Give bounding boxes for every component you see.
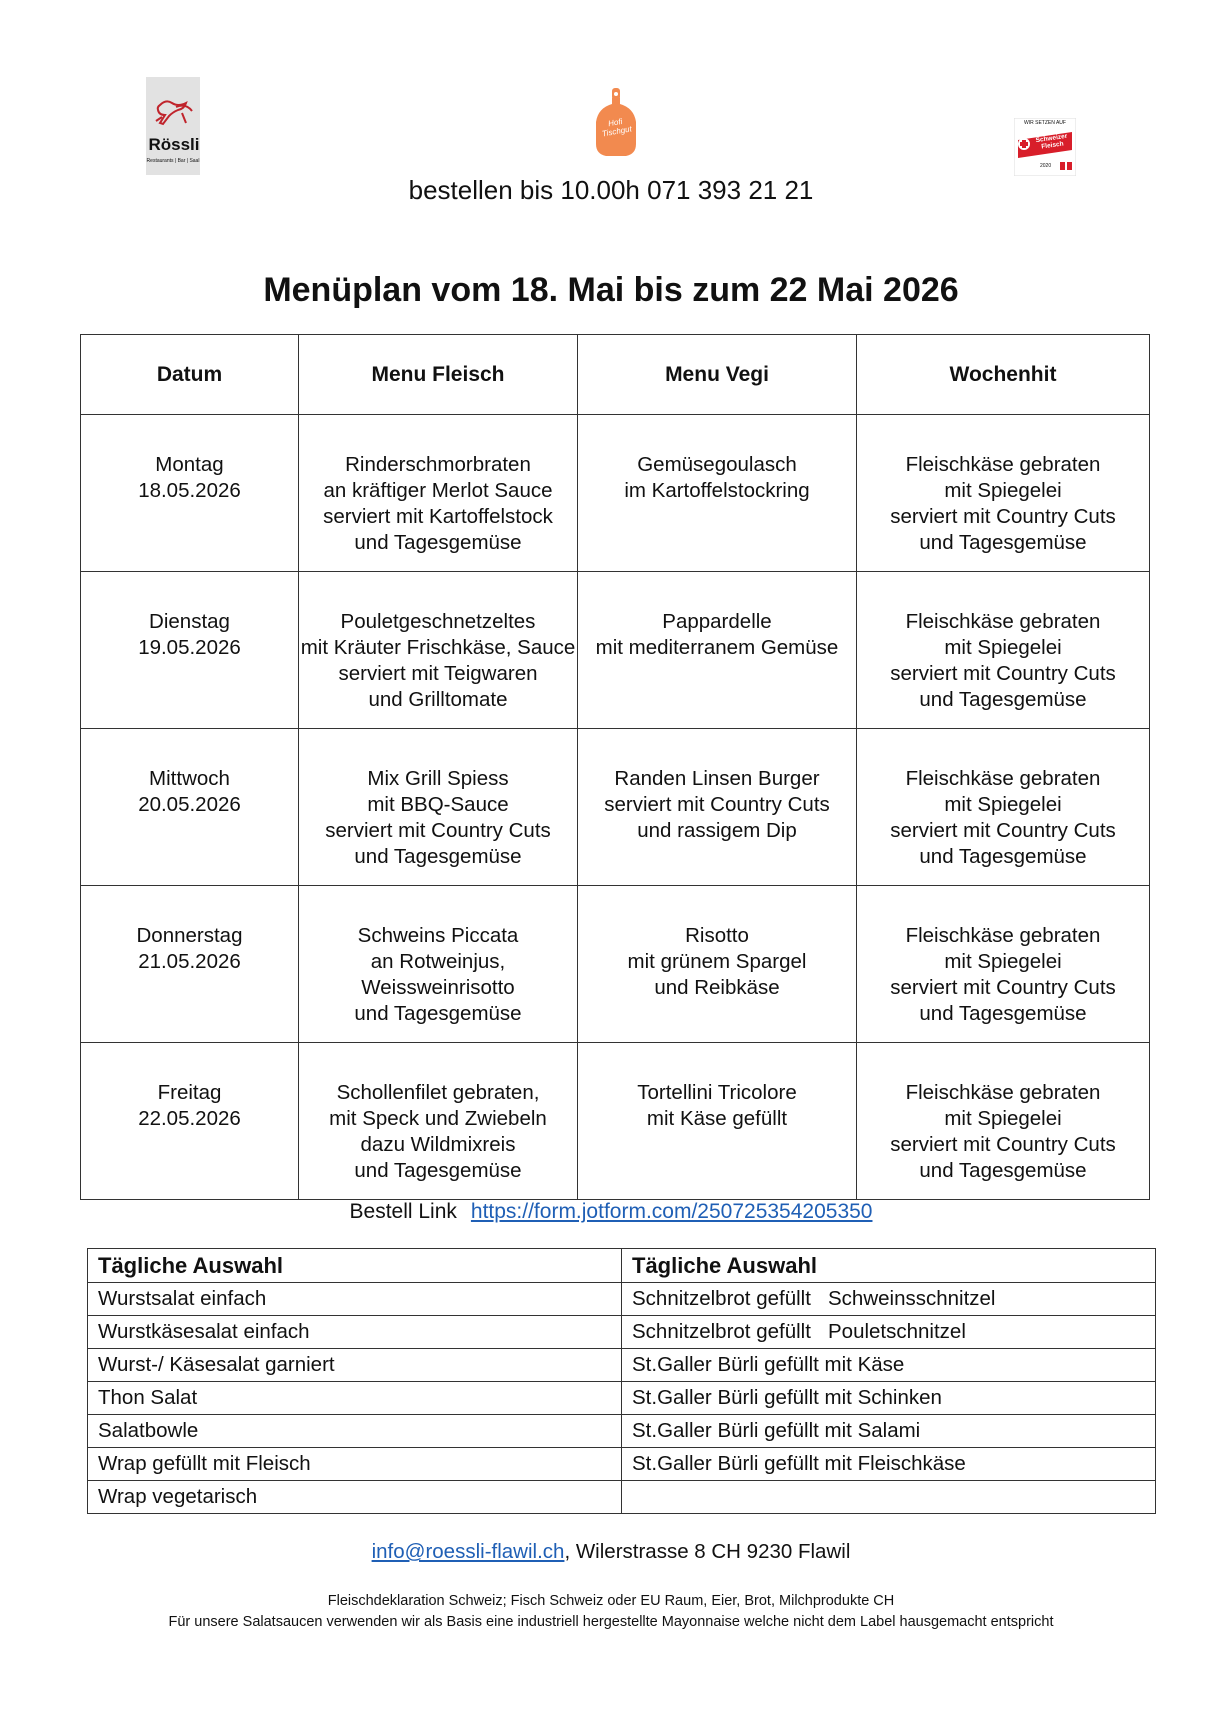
bestell-link[interactable]: https://form.jotform.com/250725354205350: [470, 1200, 873, 1223]
cell-text-line: dazu Wildmixreis: [360, 1133, 516, 1156]
cell-text-line: 22.05.2026: [138, 1107, 241, 1130]
cell-text-line: serviert mit Country Cuts: [890, 505, 1116, 528]
cell-text-line: mit Spiegelei: [944, 1107, 1062, 1130]
cell-text-line: 20.05.2026: [138, 793, 241, 816]
cell-text-line: und Tagesgemüse: [354, 845, 522, 868]
menu-row: [81, 1043, 1150, 1200]
daily-item-right: [622, 1481, 1156, 1514]
cell-datum: [81, 415, 299, 572]
daily-item-left: Wurstsalat einfach: [88, 1283, 622, 1316]
order-deadline-phone: bestellen bis 10.00h 071 393 21 21: [408, 175, 814, 205]
daily-item-left: Wurstkäsesalat einfach: [88, 1316, 622, 1349]
daily-row: [88, 1481, 1156, 1514]
menu-row: [81, 729, 1150, 886]
cell-text-line: Gemüsegoulasch: [637, 453, 797, 476]
cell-menu-vegi: [578, 886, 857, 1043]
daily-item-right: St.Galler Bürli gefüllt mit Salami: [622, 1415, 1156, 1448]
cell-text-line: Pouletgeschnetzeltes: [340, 610, 536, 633]
header-datum: Datum: [81, 335, 299, 415]
menu-row: [81, 572, 1150, 729]
daily-item-right: Schnitzelbrot gefüllt Pouletschnitzel: [622, 1316, 1156, 1349]
cell-text-line: Schollenfilet gebraten,: [336, 1081, 540, 1104]
cell-text-line: Fleischkäse gebraten: [905, 1081, 1101, 1104]
cell-menu-vegi: [578, 729, 857, 886]
cell-wochenhit: [857, 1043, 1150, 1200]
cell-text-line: serviert mit Country Cuts: [890, 819, 1116, 842]
daily-header-row: [88, 1249, 1156, 1283]
cell-text-line: und Reibkäse: [654, 976, 780, 999]
cell-text-line: Fleischkäse gebraten: [905, 924, 1101, 947]
cell-text-line: und Tagesgemüse: [919, 845, 1087, 868]
header-menu-fleisch: Menu Fleisch: [299, 335, 578, 415]
cell-text-line: Mix Grill Spiess: [367, 767, 509, 790]
daily-item-right: St.Galler Bürli gefüllt mit Käse: [622, 1349, 1156, 1382]
cell-text-line: Fleischkäse gebraten: [905, 767, 1101, 790]
footer-declaration: Fleischdeklaration Schweiz; Fisch Schweiz oder EU Raum, Eier, Brot, Milchprodukte CH: [327, 1593, 895, 1609]
sf-year: 2020: [1040, 163, 1052, 169]
cell-menu-fleisch: [299, 729, 578, 886]
cell-text-line: Mittwoch: [149, 767, 230, 790]
daily-item-left: Wurst-/ Käsesalat garniert: [88, 1349, 622, 1382]
daily-item-left: Salatbowle: [88, 1415, 622, 1448]
daily-selection-table: [87, 1248, 1156, 1514]
cell-menu-vegi: [578, 572, 857, 729]
cell-text-line: und Tagesgemüse: [919, 688, 1087, 711]
cell-text-line: 21.05.2026: [138, 950, 241, 973]
daily-row: [88, 1448, 1156, 1481]
cell-text-line: serviert mit Country Cuts: [604, 793, 830, 816]
cell-text-line: Risotto: [685, 924, 749, 947]
cell-menu-fleisch: [299, 1043, 578, 1200]
header-menu-vegi: Menu Vegi: [578, 335, 857, 415]
header-wochenhit: Wochenhit: [857, 335, 1150, 415]
roessli-tagline: Restaurants | Bar | Saal: [146, 158, 200, 164]
page-title: Menüplan vom 18. Mai bis zum 22 Mai 2026: [263, 271, 959, 309]
cell-wochenhit: [857, 572, 1150, 729]
cell-text-line: und Tagesgemüse: [354, 531, 522, 554]
cell-text-line: und Tagesgemüse: [919, 1159, 1087, 1182]
daily-row: [88, 1415, 1156, 1448]
menu-row: [81, 415, 1150, 572]
board-script: Hofi Tischgut: [601, 116, 633, 139]
cell-text-line: Pappardelle: [662, 610, 772, 633]
cell-text-line: mit Spiegelei: [944, 793, 1062, 816]
footer-mayonnaise-note: Für unsere Salatsaucen verwenden wir als Basis eine industriell hergestellte Mayonnaise welche nicht dem Label hausgemacht entspricht: [168, 1614, 1054, 1630]
cell-text-line: Freitag: [157, 1081, 222, 1104]
cell-text-line: 19.05.2026: [138, 636, 241, 659]
cell-menu-vegi: [578, 1043, 857, 1200]
cell-text-line: mit Spiegelei: [944, 950, 1062, 973]
cell-text-line: serviert mit Country Cuts: [890, 662, 1116, 685]
cell-text-line: mit grünem Spargel: [627, 950, 807, 973]
cell-text-line: und Grilltomate: [368, 688, 508, 711]
cell-text-line: mit Kräuter Frischkäse, Sauce: [300, 636, 576, 659]
cell-datum: [81, 572, 299, 729]
cutting-board-logo: [592, 88, 640, 158]
contact-email-link[interactable]: info@roessli-flawil.ch: [371, 1540, 565, 1563]
daily-item-left: Wrap gefüllt mit Fleisch: [88, 1448, 622, 1481]
daily-item-left: Wrap vegetarisch: [88, 1481, 622, 1514]
cell-wochenhit: [857, 729, 1150, 886]
cell-text-line: und Tagesgemüse: [919, 1002, 1087, 1025]
cell-text-line: mit Käse gefüllt: [646, 1107, 788, 1130]
cell-text-line: Fleischkäse gebraten: [905, 610, 1101, 633]
cell-menu-fleisch: [299, 886, 578, 1043]
daily-item-right: Schnitzelbrot gefüllt Schweinsschnitzel: [622, 1283, 1156, 1316]
cell-text-line: Rinderschmorbraten: [345, 453, 531, 476]
menu-row: [81, 886, 1150, 1043]
daily-row: [88, 1316, 1156, 1349]
sf-top-text: WIR SETZEN AUF: [1024, 120, 1066, 126]
cell-text-line: mit Spiegelei: [944, 636, 1062, 659]
cell-text-line: Donnerstag: [136, 924, 243, 947]
bestell-link-line: [0, 1200, 1222, 1224]
cell-text-line: an Rotweinjus,: [370, 950, 506, 973]
menu-header-row: [81, 335, 1150, 415]
cell-text-line: serviert mit Country Cuts: [890, 1133, 1116, 1156]
bestell-label: Bestell Link: [349, 1200, 457, 1223]
daily-row: [88, 1349, 1156, 1382]
cell-datum: [81, 1043, 299, 1200]
schweizer-fleisch-logo: [1014, 118, 1076, 176]
sf-name: Schweizer Fleisch: [1035, 132, 1068, 151]
cell-menu-fleisch: [299, 415, 578, 572]
cell-text-line: serviert mit Country Cuts: [890, 976, 1116, 999]
cell-text-line: mit Spiegelei: [944, 479, 1062, 502]
cell-text-line: Randen Linsen Burger: [614, 767, 820, 790]
cell-text-line: Dienstag: [149, 610, 230, 633]
cell-text-line: Fleischkäse gebraten: [905, 453, 1101, 476]
cell-text-line: mit BBQ-Sauce: [367, 793, 509, 816]
daily-header-right: Tägliche Auswahl: [622, 1249, 1156, 1283]
daily-item-left: Thon Salat: [88, 1382, 622, 1415]
cell-text-line: serviert mit Kartoffelstock: [323, 505, 553, 528]
daily-header-left: Tägliche Auswahl: [88, 1249, 622, 1283]
cell-text-line: serviert mit Teigwaren: [338, 662, 538, 685]
menu-table: [80, 334, 1150, 1200]
cell-text-line: und rassigem Dip: [637, 819, 797, 842]
cell-text-line: und Tagesgemüse: [354, 1159, 522, 1182]
roessli-wordmark: Rössli: [148, 135, 200, 154]
daily-row: [88, 1382, 1156, 1415]
cell-text-line: Weissweinrisotto: [361, 976, 515, 999]
cell-datum: [81, 886, 299, 1043]
cell-menu-fleisch: [299, 572, 578, 729]
contact-address: , Wilerstrasse 8 CH 9230 Flawil: [564, 1540, 851, 1563]
cell-text-line: 18.05.2026: [138, 479, 241, 502]
cell-wochenhit: [857, 415, 1150, 572]
cell-text-line: Schweins Piccata: [357, 924, 519, 947]
cell-text-line: mit mediterranem Gemüse: [595, 636, 839, 659]
daily-row: [88, 1283, 1156, 1316]
cell-text-line: Montag: [155, 453, 224, 476]
cell-menu-vegi: [578, 415, 857, 572]
daily-item-right: St.Galler Bürli gefüllt mit Schinken: [622, 1382, 1156, 1415]
cell-text-line: und Tagesgemüse: [919, 531, 1087, 554]
cell-datum: [81, 729, 299, 886]
cell-text-line: im Kartoffelstockring: [624, 479, 810, 502]
contact-line: [0, 1540, 1222, 1564]
cell-text-line: und Tagesgemüse: [354, 1002, 522, 1025]
daily-item-right: St.Galler Bürli gefüllt mit Fleischkäse: [622, 1448, 1156, 1481]
cell-text-line: mit Speck und Zwiebeln: [329, 1107, 547, 1130]
cell-text-line: Tortellini Tricolore: [637, 1081, 797, 1104]
cell-wochenhit: [857, 886, 1150, 1043]
cell-text-line: an kräftiger Merlot Sauce: [323, 479, 553, 502]
cell-text-line: serviert mit Country Cuts: [325, 819, 551, 842]
roessli-logo: [146, 77, 200, 175]
